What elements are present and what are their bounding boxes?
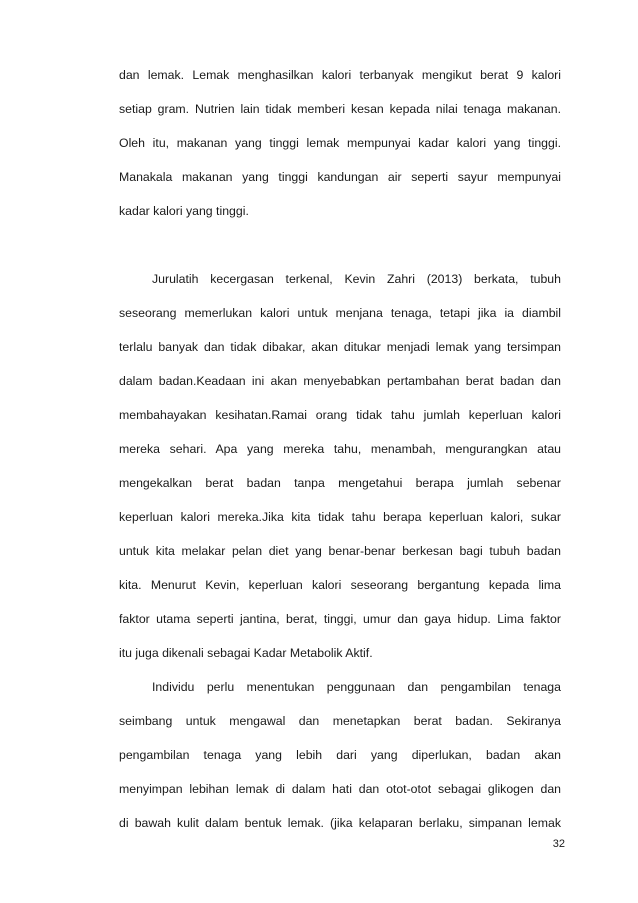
text-line: dan lemak. Lemak menghasilkan kalori terbanyak mengikut berat 9 kalori bbox=[119, 68, 561, 82]
text-line: Manakala makanan yang tinggi kandungan air seperti sayur mempunyai bbox=[119, 170, 561, 184]
text-line: keperluan kalori mereka.Jika kita tidak tahu berapa keperluan kalori, sukar bbox=[119, 510, 561, 524]
text-line: faktor utama seperti jantina, berat, tinggi, umur dan gaya hidup. Lima faktor bbox=[119, 612, 561, 626]
text-line: setiap gram. Nutrien lain tidak memberi kesan kepada nilai tenaga makanan. bbox=[119, 102, 561, 116]
text-line: mereka sehari. Apa yang mereka tahu, menambah, mengurangkan atau bbox=[119, 442, 561, 456]
text-line: untuk kita melakar pelan diet yang benar-benar berkesan bagi tubuh badan bbox=[119, 544, 561, 558]
text-line: membahayakan kesihatan.Ramai orang tidak tahu jumlah keperluan kalori bbox=[119, 408, 561, 422]
text-line: seimbang untuk mengawal dan menetapkan berat badan. Sekiranya bbox=[119, 714, 561, 728]
paragraph-1 bbox=[119, 66, 561, 221]
text-line: kadar kalori yang tinggi. bbox=[119, 204, 249, 218]
page-number: 32 bbox=[552, 838, 565, 850]
text-line: terlalu banyak dan tidak dibakar, akan ditukar menjadi lemak yang tersimpan bbox=[119, 340, 561, 354]
text-line: menyimpan lebihan lemak di dalam hati dan otot-otot sebagai glikogen dan bbox=[119, 782, 561, 796]
text-line: dalam badan.Keadaan ini akan menyebabkan pertambahan berat badan dan bbox=[119, 374, 561, 388]
text-line: pengambilan tenaga yang lebih dari yang diperlukan, badan akan bbox=[119, 748, 561, 762]
text-line: seseorang memerlukan kalori untuk menjana tenaga, tetapi jika ia diambil bbox=[119, 306, 561, 320]
text-line: Jurulatih kecergasan terkenal, Kevin Zahri (2013) berkata, tubuh bbox=[152, 272, 561, 286]
paragraph-3 bbox=[119, 678, 561, 833]
text-line: kita. Menurut Kevin, keperluan kalori seseorang bergantung kepada lima bbox=[119, 578, 561, 592]
text-line: itu juga dikenali sebagai Kadar Metabolik Aktif. bbox=[119, 646, 373, 660]
text-line: Oleh itu, makanan yang tinggi lemak mempunyai kadar kalori yang tinggi. bbox=[119, 136, 561, 150]
text-line: Individu perlu menentukan penggunaan dan pengambilan tenaga bbox=[152, 680, 561, 694]
paragraph-2 bbox=[119, 270, 561, 663]
text-line: di bawah kulit dalam bentuk lemak. (jika kelaparan berlaku, simpanan lemak bbox=[119, 816, 561, 830]
text-line: mengekalkan berat badan tanpa mengetahui berapa jumlah sebenar bbox=[119, 476, 561, 490]
